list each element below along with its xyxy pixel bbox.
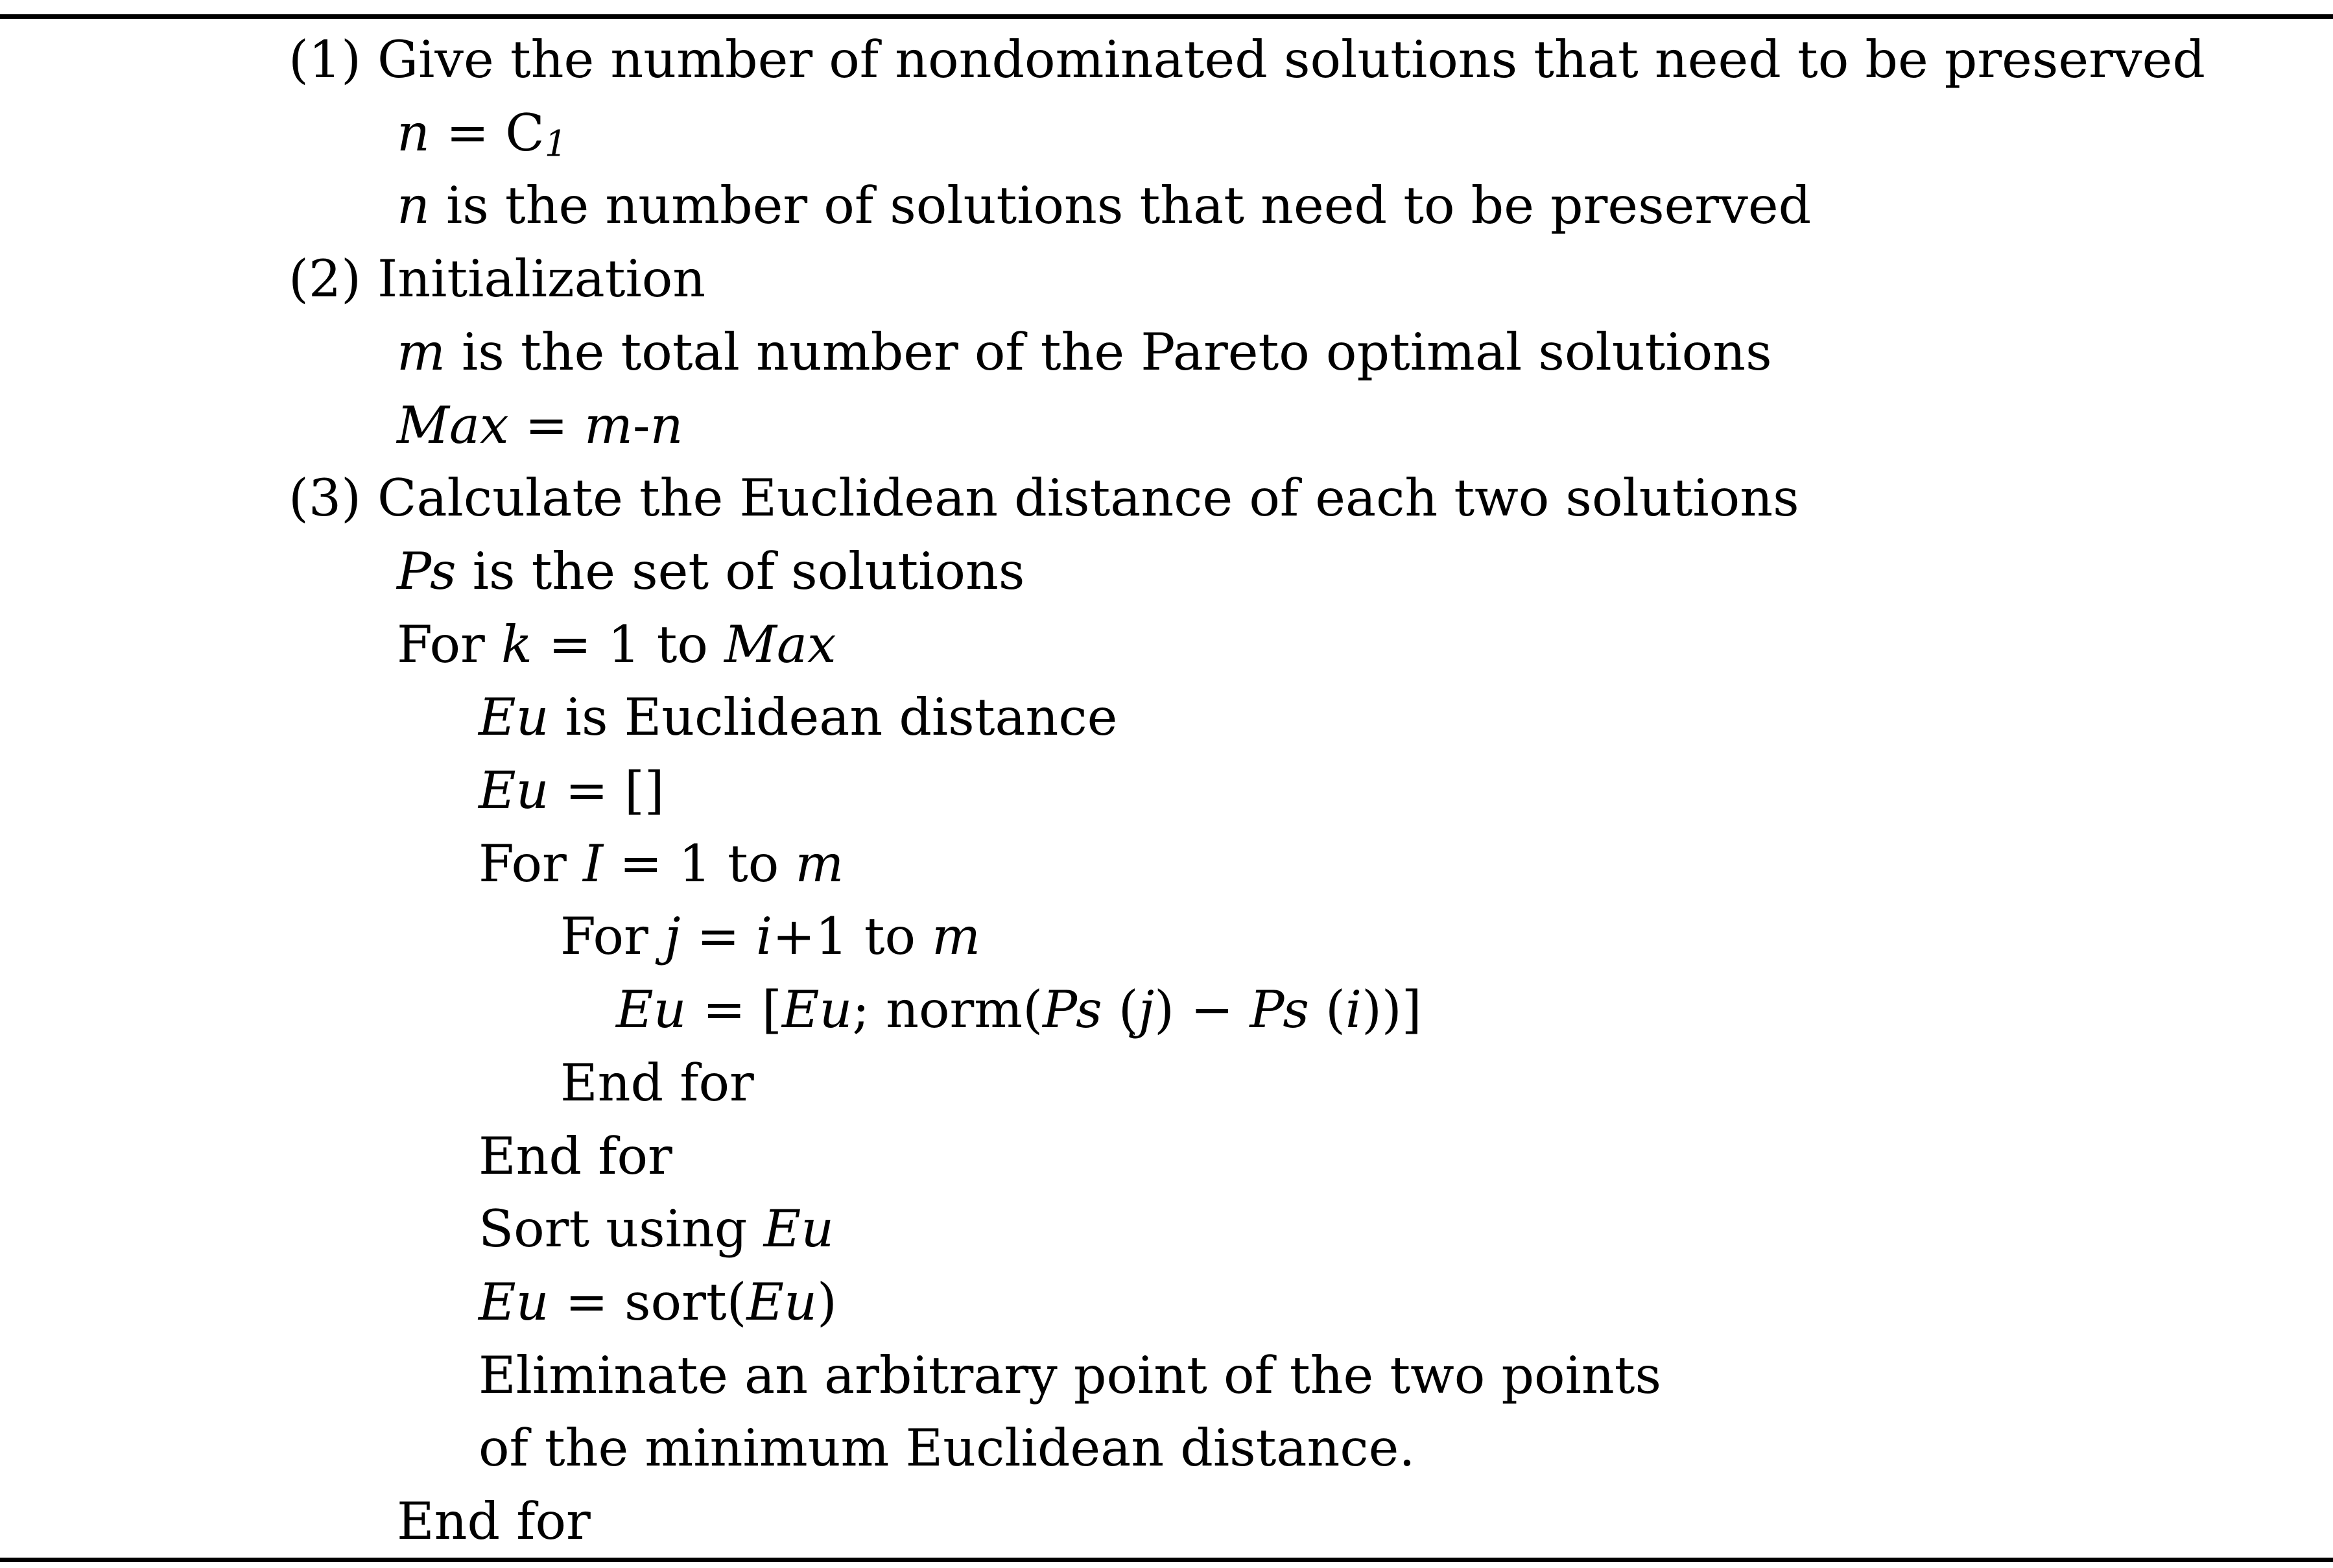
algorithm-line xyxy=(616,977,1422,1042)
line-text: = 1 to xyxy=(603,833,796,894)
line-text: is the number of solutions that need to be preserved xyxy=(429,176,1812,236)
math-variable: n xyxy=(397,102,430,163)
algorithm-line xyxy=(397,393,683,458)
line-text: Sort using xyxy=(479,1199,764,1259)
line-text: ( xyxy=(1102,980,1139,1040)
algorithm-line xyxy=(560,1051,754,1115)
line-text: is the total number of the Pareto optimal solutions xyxy=(445,322,1772,382)
math-variable: m xyxy=(397,322,445,382)
math-variable: Eu xyxy=(781,980,853,1040)
math-variable: Eu xyxy=(479,1272,549,1332)
line-text: End for xyxy=(397,1491,591,1551)
line-text: (2) Initialization xyxy=(289,249,706,309)
math-variable: Eu xyxy=(479,761,549,820)
line-text: = [] xyxy=(549,761,665,820)
algorithm-line xyxy=(560,904,980,969)
math-variable: m xyxy=(795,833,844,894)
algorithm-line xyxy=(397,173,1811,238)
line-text: is the set of solutions xyxy=(456,541,1025,601)
line-text: = sort( xyxy=(549,1272,747,1332)
line-text: = C xyxy=(429,102,545,163)
math-variable: i xyxy=(755,907,773,967)
line-text: = [ xyxy=(686,980,782,1040)
line-text: = xyxy=(680,907,756,967)
algorithm-line xyxy=(479,1416,1415,1480)
algorithm-line xyxy=(397,612,836,677)
algorithm-line xyxy=(397,320,1772,385)
subscript-text: 1 xyxy=(544,122,567,164)
math-variable: Ps xyxy=(1249,980,1309,1040)
math-variable: j xyxy=(1138,980,1155,1040)
line-text: +1 to xyxy=(772,907,932,967)
top-rule xyxy=(0,14,2333,19)
line-text: End for xyxy=(479,1126,672,1186)
math-variable: n xyxy=(397,176,430,236)
math-variable: Ps xyxy=(1043,980,1102,1040)
math-variable: Eu xyxy=(479,687,549,748)
math-variable: Max xyxy=(397,395,509,455)
line-text: (3) Calculate the Euclidean distance of each two solutions xyxy=(289,468,1799,529)
math-variable: j xyxy=(664,907,681,967)
math-variable: Ps xyxy=(397,541,456,601)
algorithm-line xyxy=(479,1196,834,1261)
line-text: ) − xyxy=(1154,980,1250,1040)
line-text: For xyxy=(397,614,501,674)
algorithm-line xyxy=(479,1124,672,1189)
line-text: ; norm( xyxy=(852,980,1043,1040)
math-variable: m xyxy=(584,395,633,455)
algorithm-line xyxy=(397,539,1024,604)
line-text: - xyxy=(632,395,650,455)
algorithm-line xyxy=(289,27,2205,92)
math-variable: k xyxy=(501,614,532,674)
algorithm-line xyxy=(479,685,1117,750)
line-text: = xyxy=(508,395,584,455)
line-text: Eliminate an arbitrary point of the two points xyxy=(479,1345,1662,1405)
algorithm-line xyxy=(479,831,844,896)
math-variable: i xyxy=(1345,980,1362,1040)
line-text: = 1 to xyxy=(532,614,725,674)
algorithm-line xyxy=(289,466,1799,530)
math-variable: I xyxy=(582,833,604,894)
algorithm-line xyxy=(479,758,665,823)
math-variable: Max xyxy=(724,614,836,674)
math-variable: Eu xyxy=(616,980,687,1040)
algorithm-line xyxy=(289,246,705,311)
algorithm-line xyxy=(479,1270,837,1335)
line-text: ) xyxy=(816,1272,837,1332)
math-variable: n xyxy=(650,395,683,455)
line-text: ( xyxy=(1309,980,1345,1040)
line-text: For xyxy=(560,907,665,967)
math-variable: Eu xyxy=(746,1272,817,1332)
line-text: ))] xyxy=(1362,980,1422,1040)
algorithm-line xyxy=(479,1343,1661,1408)
algorithm-line xyxy=(397,101,567,176)
line-text: is Euclidean distance xyxy=(549,687,1118,748)
math-variable: Eu xyxy=(763,1199,835,1259)
algorithm-line xyxy=(397,1489,591,1554)
line-text: of the minimum Euclidean distance. xyxy=(479,1418,1415,1479)
line-text: For xyxy=(479,833,583,894)
bottom-rule xyxy=(0,1558,2333,1562)
math-variable: m xyxy=(932,907,981,967)
line-text: End for xyxy=(560,1052,754,1113)
line-text: (1) Give the number of nondominated solutions that need to be preserved xyxy=(289,30,2205,89)
